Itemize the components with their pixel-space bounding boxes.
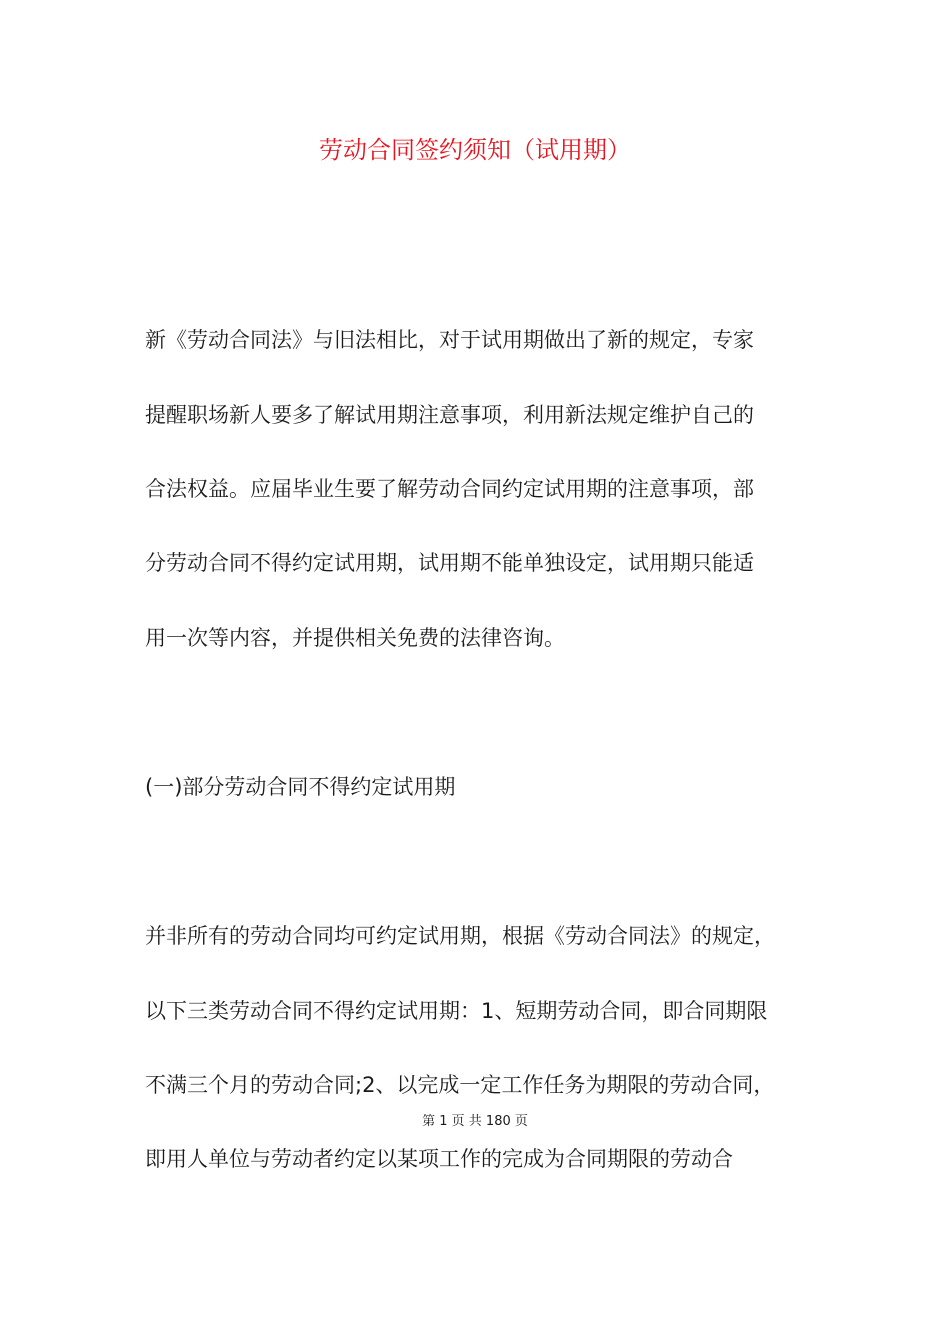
document-title: 劳动合同签约须知（试用期） [319, 136, 631, 164]
paragraph-2-line-4: 即用人单位与劳动者约定以某项工作的完成为合同期限的劳动合 [145, 1147, 733, 1171]
paragraph-1-line-5: 用一次等内容，并提供相关免费的法律咨询。 [145, 626, 565, 650]
page-footer: 第 1 页 共 180 页 [422, 1114, 528, 1129]
paragraph-1-line-1: 新《劳动合同法》与旧法相比，对于试用期做出了新的规定，专家 [145, 328, 754, 352]
paragraph-1-line-3: 合法权益。应届毕业生要了解劳动合同约定试用期的注意事项，部 [145, 477, 754, 501]
paragraph-1-line-2: 提醒职场新人要多了解试用期注意事项，利用新法规定维护自己的 [145, 403, 754, 427]
section-heading-1: (一)部分劳动合同不得约定试用期 [145, 775, 456, 799]
paragraph-1-line-4: 分劳动合同不得约定试用期，试用期不能单独设定，试用期只能适 [145, 551, 754, 575]
paragraph-2-line-3: 不满三个月的劳动合同;2、以完成一定工作任务为期限的劳动合同， [145, 1073, 775, 1097]
paragraph-2-line-1: 并非所有的劳动合同均可约定试用期，根据《劳动合同法》的规定， [145, 924, 775, 948]
paragraph-2-line-2: 以下三类劳动合同不得约定试用期：1、短期劳动合同，即合同期限 [145, 999, 768, 1023]
